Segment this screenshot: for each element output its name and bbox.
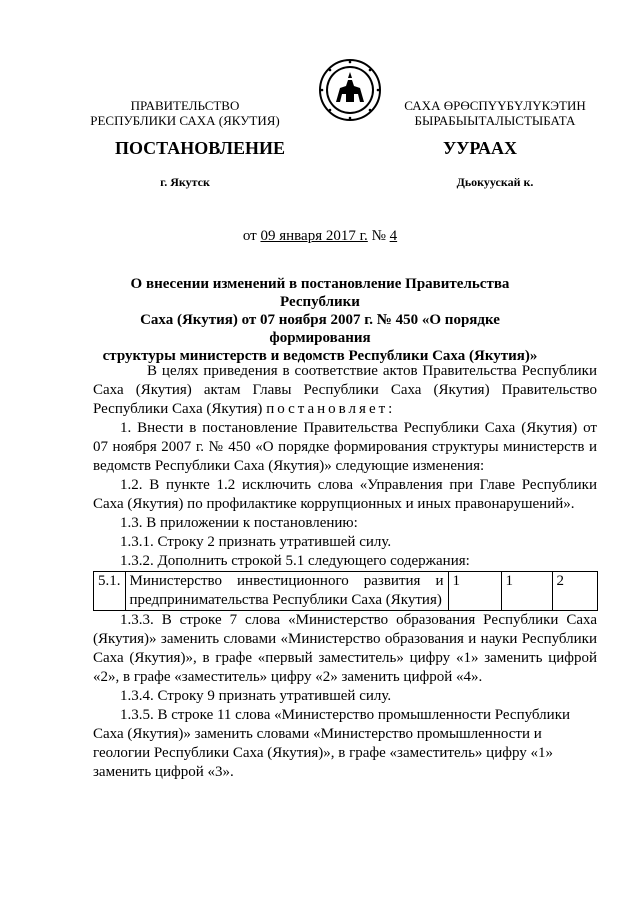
header-right-line2: БЫРАБЫЫТАЛЫСТЫБАТА: [414, 113, 576, 128]
subject-line3: структуры министерств и ведомств Республики Саха (Якутия)»: [102, 348, 538, 364]
document-subject: [100, 275, 540, 365]
subject-line1: О внесении изменений в постановление Правительства Республики: [130, 276, 510, 310]
city-yakutsk: г. Якутск: [160, 175, 210, 189]
cell-ministry: Министерство инвестиционного развития и предпринимательства Республики Саха (Якутия): [125, 572, 448, 611]
cell-col2: 1: [501, 572, 552, 611]
paragraph-1-3: 1.3. В приложении к постановлению:: [120, 515, 358, 531]
paragraph-1-3-5: 1.3.5. В строке 11 слова «Министерство промышленности Республики Саха (Якутия)» заменить словами «Министерство промышленности и геологии Республики Саха (Якутия)», в графе «заместитель» цифру «1» заменить цифрой «3».: [93, 707, 571, 780]
document-date: 09 января 2017 г.: [260, 228, 368, 244]
cell-col1: 1: [448, 572, 501, 611]
intro-end: :: [388, 401, 393, 417]
header-left: [80, 98, 290, 128]
header-right: [385, 98, 605, 128]
header-left-line1: ПРАВИТЕЛЬСТВО: [130, 98, 240, 113]
date-line: [0, 228, 640, 245]
intro-text: В целях приведения в соответствие актов Правительства Республики Саха (Якутия) актам Главы Республики Саха (Якутия) Правительство Республики Саха (Якутия): [93, 363, 597, 417]
subject-line2: Саха (Якутия) от 07 ноября 2007 г. № 450 «О порядке формирования: [140, 312, 500, 346]
document-body: [93, 362, 597, 782]
paragraph-1-2: 1.2. В пункте 1.2 исключить слова «Управления при Главе Республики Саха (Якутия) по профилактике коррупционных и иных правонарушений».: [93, 477, 597, 512]
paragraph-1-3-2: 1.3.2. Дополнить строкой 5.1 следующего содержания:: [120, 553, 470, 569]
cell-col3: 2: [552, 572, 598, 611]
intro-decree-word: постановляет: [266, 401, 389, 417]
document-number: 4: [389, 228, 398, 244]
intro-paragraph: [93, 362, 597, 419]
cell-number: 5.1.: [94, 572, 126, 611]
paragraph-1-3-3: 1.3.3. В строке 7 слова «Министерство образования Республики Саха (Якутия)» заменить словами «Министерство образования и науки Республики Саха (Якутия)», в графе «первый заместитель» цифру «1» заменить цифрой «2», в графе «заместитель» цифру «2» заменить цифрой «4».: [93, 612, 597, 685]
paragraph-1: 1. Внести в постановление Правительства Республики Саха (Якутия) от 07 ноября 2007 г. № 450 «О порядке формирования структуры министерств и ведомств Республики Саха (Якутия)» следующие изменения:: [93, 420, 597, 474]
paragraph-1-3-4: 1.3.4. Строку 9 признать утратившей силу.: [120, 688, 392, 704]
header-left-line2: РЕСПУБЛИКИ САХА (ЯКУТИЯ): [90, 113, 280, 128]
city-dyokuuskai: Дьокуускай к.: [456, 175, 534, 189]
title-uuraah: УУРААХ: [442, 138, 518, 158]
header-right-line1: САХА ӨРӨСПҮҮБҮЛҮКЭТИН: [404, 98, 586, 113]
paragraph-1-3-1: 1.3.1. Строку 2 признать утратившей силу.: [120, 534, 392, 550]
coat-of-arms-icon: [318, 58, 382, 122]
number-prefix: №: [367, 228, 390, 244]
table-row: [94, 572, 598, 611]
insert-table: [93, 571, 598, 611]
title-postanovlenie: ПОСТАНОВЛЕНИЕ: [114, 138, 286, 158]
date-prefix: от: [242, 228, 261, 244]
